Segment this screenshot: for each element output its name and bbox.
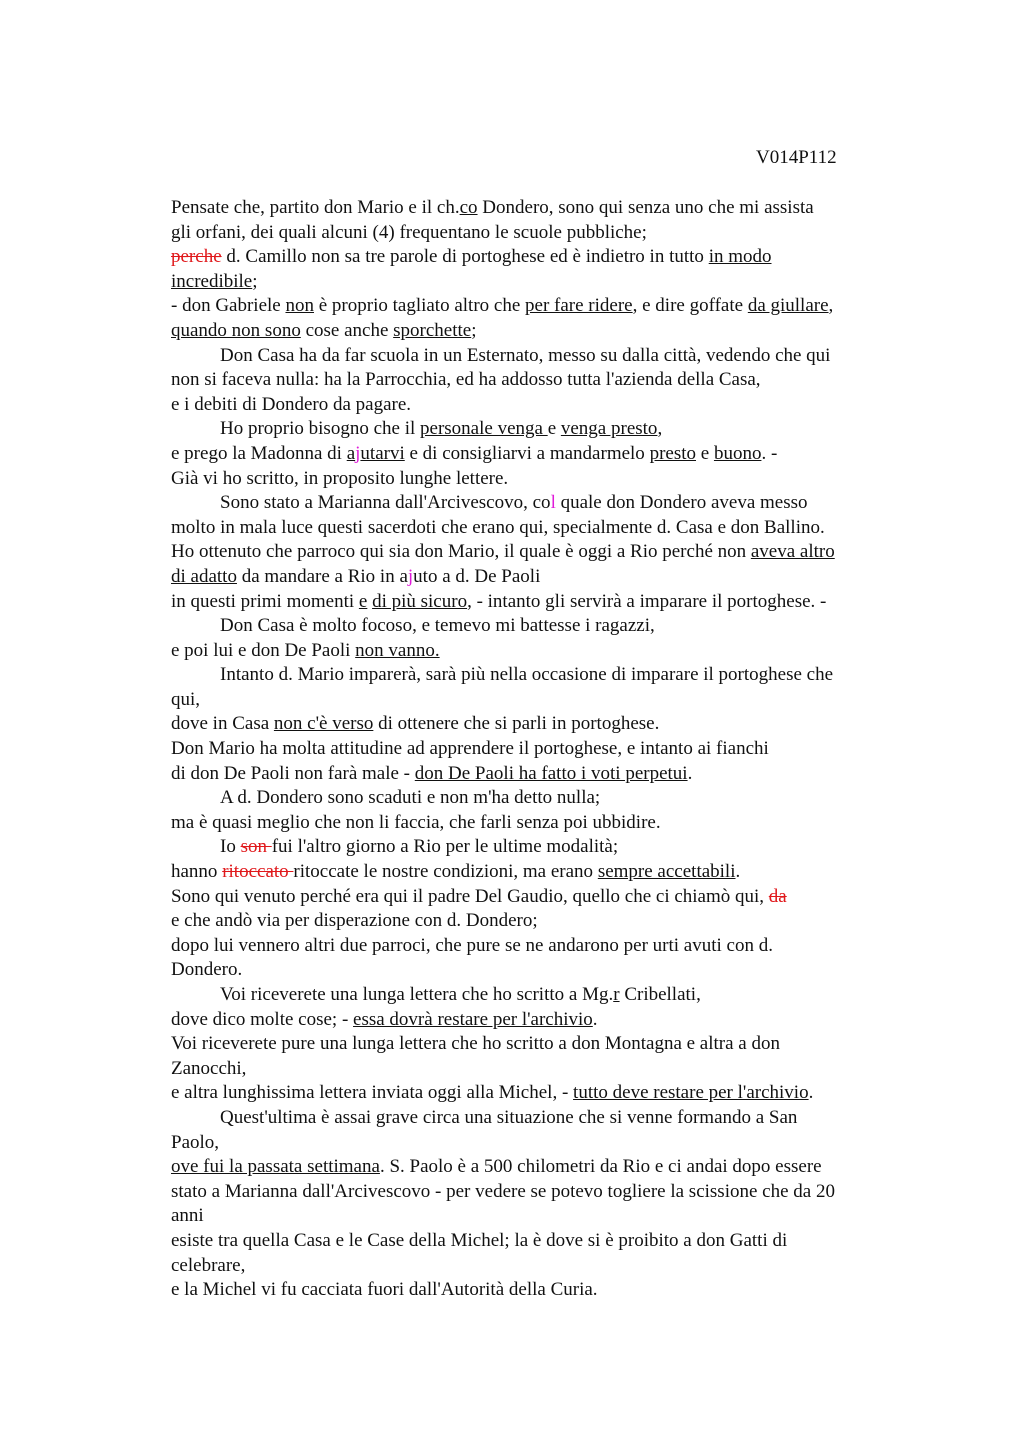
text-segment: Già vi ho scritto, in proposito lunghe lettere. bbox=[171, 467, 509, 489]
text-line bbox=[171, 590, 911, 615]
text-segment: Sono stato a Marianna dall'Arcivescovo, co bbox=[220, 492, 551, 514]
text-line bbox=[171, 540, 911, 565]
text-line bbox=[171, 368, 911, 393]
text-segment: da mandare a Rio in a bbox=[236, 565, 408, 587]
text-line bbox=[171, 1131, 911, 1156]
text-line bbox=[171, 885, 911, 910]
text-segment: A d. Dondero sono scaduti e non m'ha detto nulla; bbox=[220, 787, 601, 809]
text-segment: fui l'altro giorno a Rio per le ultime modalità; bbox=[271, 836, 619, 858]
underlined-text: in modo bbox=[708, 246, 772, 268]
text-line bbox=[171, 811, 911, 836]
text-segment: . S. Paolo è a 500 chilometri da Rio e ci andai dopo essere bbox=[379, 1156, 822, 1178]
underlined-text: non bbox=[285, 295, 314, 317]
text-segment: , e dire goffate bbox=[632, 295, 748, 317]
text-segment: dove dico molte cose; - bbox=[171, 1008, 354, 1030]
underlined-text: essa dovrà restare per l'archivio bbox=[353, 1008, 593, 1030]
text-line bbox=[171, 565, 911, 590]
underlined-text: non vanno. bbox=[355, 639, 440, 661]
underlined-text: presto bbox=[649, 442, 696, 464]
text-segment: Io bbox=[220, 836, 241, 858]
text-segment: Ho ottenuto che parroco qui sia don Mario, il quale è oggi a Rio perché non bbox=[171, 541, 751, 563]
underlined-text: quando non sono bbox=[171, 319, 301, 341]
text-segment: Cribellati, bbox=[619, 984, 701, 1005]
text-segment: esiste tra quella Casa e le Case della Michel; la è dove si è proibito a don Gatti di bbox=[171, 1229, 788, 1251]
text-segment: e bbox=[547, 418, 561, 440]
deleted-text: son bbox=[240, 836, 272, 858]
text-segment: Sono qui venuto perché era qui il padre Del Gaudio, quello che ci chiamò qui, bbox=[171, 885, 769, 907]
text-segment: celebrare, bbox=[171, 1254, 246, 1276]
text-segment: d. Camillo non sa tre parole di portoghese ed è indietro in tutto bbox=[221, 246, 709, 268]
text-segment: di don De Paoli non farà male - bbox=[171, 762, 415, 784]
text-segment: non si faceva nulla: ha la Parrocchia, ed ha addosso tutta l'azienda della Casa, bbox=[171, 369, 761, 391]
inserted-text: j bbox=[407, 565, 414, 587]
text-line bbox=[171, 614, 911, 639]
text-segment: Zanocchi, bbox=[171, 1057, 247, 1079]
underlined-text: a bbox=[346, 442, 356, 464]
underlined-text: venga presto bbox=[560, 418, 658, 440]
text-line bbox=[171, 294, 911, 319]
text-line bbox=[171, 1081, 911, 1106]
text-segment: Voi riceverete pure una lunga lettera che ho scritto a don Montagna e altra a don bbox=[171, 1033, 780, 1055]
text-line bbox=[171, 663, 911, 688]
text-segment: e che andò via per disperazione con d. Dondero; bbox=[171, 910, 538, 932]
underlined-text: di adatto bbox=[171, 565, 237, 587]
text-line bbox=[171, 344, 911, 369]
underlined-text: utarvi bbox=[360, 442, 405, 464]
text-line bbox=[171, 516, 911, 541]
text-segment: Voi riceverete una lunga lettera che ho scritto a Mg. bbox=[220, 984, 614, 1005]
text-segment: uto a d. De Paoli bbox=[413, 565, 541, 587]
text-line bbox=[171, 221, 911, 246]
underlined-text: buono bbox=[713, 442, 762, 464]
text-line bbox=[171, 835, 911, 860]
deleted-text: da bbox=[768, 885, 787, 907]
underlined-text: e bbox=[358, 590, 368, 612]
text-segment: , bbox=[828, 295, 834, 317]
text-line bbox=[171, 909, 911, 934]
text-line bbox=[171, 1180, 911, 1205]
underlined-text: co bbox=[459, 197, 478, 218]
text-segment: . bbox=[735, 861, 741, 883]
page-identifier: V014P112 bbox=[756, 147, 837, 168]
text-segment: dopo lui vennero altri due parroci, che pure se ne andarono per urti avuti con d. bbox=[171, 934, 773, 956]
text-line bbox=[171, 1155, 911, 1180]
text-segment: Pensate che, partito don Mario e il ch. bbox=[171, 197, 460, 218]
text-segment: , bbox=[657, 418, 663, 440]
underlined-text: ove fui la passata settimana bbox=[171, 1156, 380, 1178]
text-segment: Ho proprio bisogno che il bbox=[220, 418, 421, 440]
text-line bbox=[171, 639, 911, 664]
underlined-text: don De Paoli ha fatto i voti perpetui bbox=[414, 762, 688, 784]
text-line bbox=[171, 1229, 911, 1254]
letter-body bbox=[171, 196, 911, 1303]
text-segment: gli orfani, dei quali alcuni (4) frequentano le scuole pubbliche; bbox=[171, 221, 647, 243]
text-segment: . bbox=[808, 1082, 814, 1104]
text-segment: qui, bbox=[171, 688, 201, 710]
text-segment: . - bbox=[761, 442, 778, 464]
text-segment: di ottenere che si parli in portoghese. bbox=[373, 713, 660, 735]
inserted-text: j bbox=[355, 442, 361, 464]
underlined-text: personale venga bbox=[420, 418, 548, 440]
text-line bbox=[171, 1057, 911, 1082]
text-segment: ; bbox=[471, 319, 477, 341]
text-segment: e i debiti di Dondero da pagare. bbox=[171, 393, 412, 415]
text-segment: Paolo, bbox=[171, 1131, 220, 1153]
text-segment: Dondero, sono qui senza uno che mi assista bbox=[477, 197, 814, 218]
text-segment: e bbox=[696, 442, 714, 464]
text-line bbox=[171, 737, 911, 762]
text-segment: Don Casa ha da far scuola in un Esternato, messo su dalla città, vedendo che qui bbox=[220, 344, 831, 366]
text-segment: . bbox=[687, 762, 693, 784]
text-line bbox=[171, 417, 911, 442]
text-segment: Quest'ultima è assai grave circa una situazione che si venne formando a San bbox=[220, 1106, 798, 1128]
text-line bbox=[171, 688, 911, 713]
text-segment: molto in mala luce questi sacerdoti che erano qui, specialmente d. Casa e don Ballino. bbox=[171, 516, 825, 538]
text-line bbox=[171, 1254, 911, 1279]
text-segment: ; bbox=[252, 270, 258, 292]
text-line bbox=[171, 934, 911, 959]
text-segment: anni bbox=[171, 1205, 204, 1227]
underlined-text: incredibile bbox=[171, 270, 253, 292]
text-segment: Intanto d. Mario imparerà, sarà più nella occasione di imparare il portoghese che bbox=[220, 664, 834, 686]
text-segment: quale don Dondero aveva messo bbox=[555, 492, 808, 514]
deleted-text: perche bbox=[171, 246, 222, 268]
text-line bbox=[171, 245, 911, 270]
text-segment: hanno bbox=[171, 861, 223, 883]
text-line bbox=[171, 467, 911, 492]
underlined-text: di più sicuro bbox=[372, 590, 468, 612]
text-segment: è proprio tagliato altro che bbox=[313, 295, 526, 317]
text-line bbox=[171, 1008, 911, 1033]
underlined-text: tutto deve restare per l'archivio bbox=[573, 1082, 809, 1104]
text-line bbox=[171, 1278, 911, 1303]
text-segment: cose anche bbox=[300, 319, 394, 341]
text-segment: stato a Marianna dall'Arcivescovo - per vedere se potevo togliere la scissione che da 20 bbox=[171, 1180, 835, 1202]
underlined-text: sporchette bbox=[393, 319, 472, 341]
text-line bbox=[171, 1204, 911, 1229]
underlined-text: da giullare bbox=[747, 295, 829, 317]
text-segment: e altra lunghissima lettera inviata oggi alla Michel, - bbox=[171, 1082, 574, 1104]
text-segment: dove in Casa bbox=[171, 713, 274, 735]
text-segment: Don Casa è molto focoso, e temevo mi battesse i ragazzi, bbox=[220, 615, 655, 637]
text-line bbox=[171, 1106, 911, 1131]
text-segment: e prego la Madonna di bbox=[171, 442, 347, 464]
text-line bbox=[171, 958, 911, 983]
text-segment: e la Michel vi fu cacciata fuori dall'Autorità della Curia. bbox=[171, 1279, 598, 1301]
text-line bbox=[171, 786, 911, 811]
inserted-text: l bbox=[550, 492, 556, 514]
text-line bbox=[171, 393, 911, 418]
text-line bbox=[171, 1032, 911, 1057]
underlined-text: per fare ridere bbox=[525, 295, 633, 317]
underlined-text: r bbox=[613, 984, 620, 1005]
text-segment: . bbox=[592, 1008, 598, 1030]
text-line bbox=[171, 319, 911, 344]
text-segment: e di consigliarvi a mandarmelo bbox=[404, 442, 650, 464]
text-segment: Don Mario ha molta attitudine ad apprendere il portoghese, e intanto ai fianchi bbox=[171, 738, 769, 760]
text-segment: , - intanto gli servirà a imparare il portoghese. - bbox=[467, 590, 827, 612]
text-segment: - don Gabriele bbox=[171, 295, 286, 317]
text-line bbox=[171, 196, 911, 221]
text-segment: ma è quasi meglio che non li faccia, che farli senza poi ubbidire. bbox=[171, 811, 661, 833]
text-line bbox=[171, 442, 911, 467]
text-segment: Dondero. bbox=[171, 959, 243, 981]
text-line bbox=[171, 983, 911, 1008]
underlined-text: non c'è verso bbox=[273, 713, 374, 735]
text-segment: ritoccate le nostre condizioni, ma erano bbox=[293, 861, 598, 883]
deleted-text: ritoccato bbox=[222, 861, 294, 883]
text-line bbox=[171, 491, 911, 516]
text-segment: in questi primi momenti bbox=[171, 590, 359, 612]
text-line bbox=[171, 762, 911, 787]
underlined-text: sempre accettabili bbox=[597, 861, 736, 883]
text-segment: e poi lui e don De Paoli bbox=[171, 639, 356, 661]
text-line bbox=[171, 860, 911, 885]
underlined-text: aveva altro bbox=[750, 541, 835, 563]
text-line bbox=[171, 712, 911, 737]
text-line bbox=[171, 270, 911, 295]
